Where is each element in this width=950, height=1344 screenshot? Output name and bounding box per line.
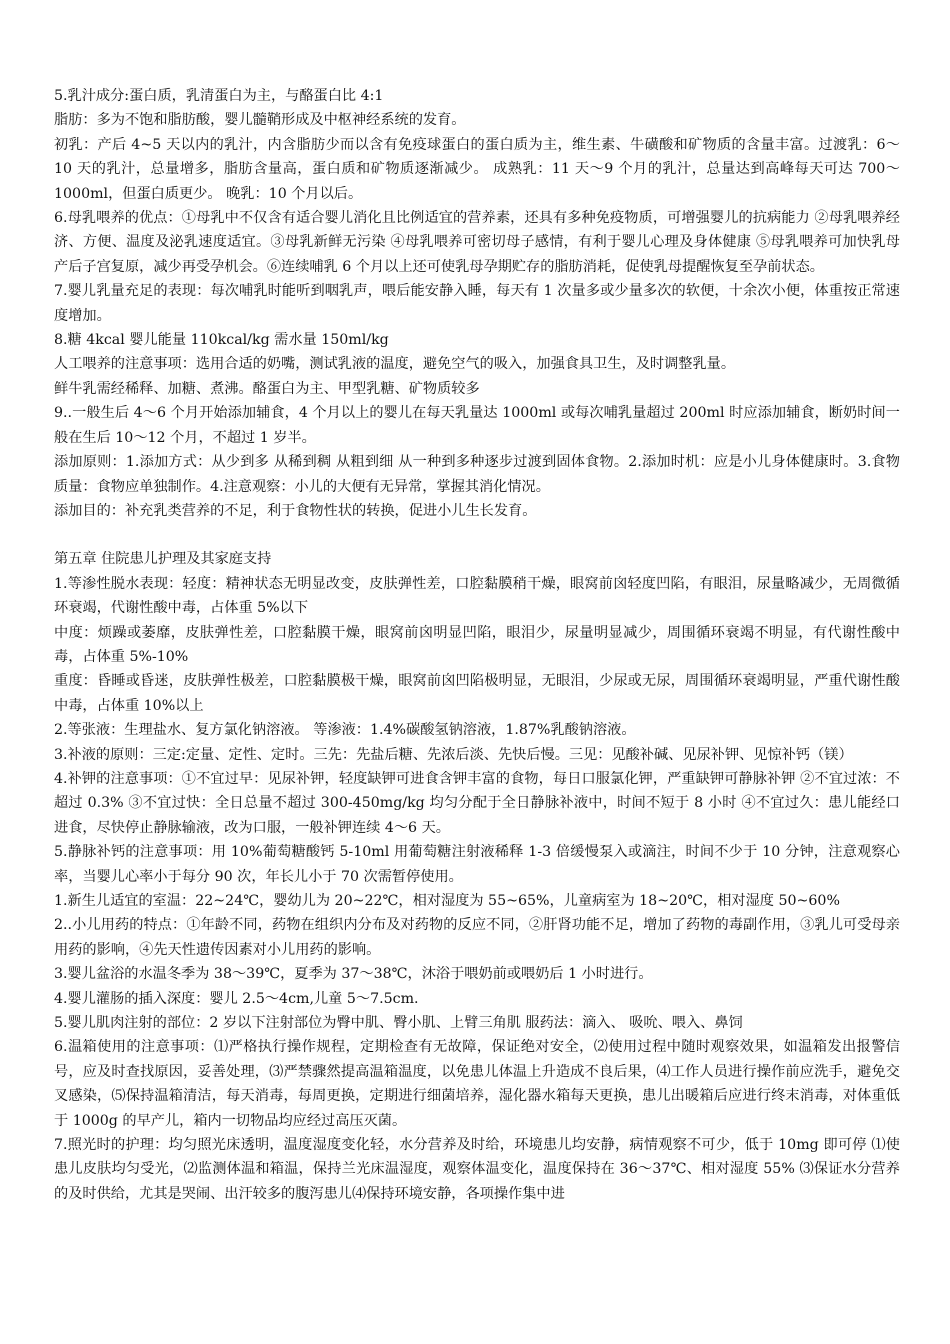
complementary-food-purpose: 添加目的：补充乳类营养的不足，利于食物性状的转换，促进小儿生长发育。 bbox=[54, 502, 537, 519]
bath-water-temperature: 3.婴儿盆浴的水温冬季为 38～39℃，夏季为 37～38℃，沐浴于喂奶前或喂奶后 1 小时进行。 bbox=[54, 966, 653, 983]
enema-insertion-depth: 4.婴儿灌肠的插入深度：婴儿 2.5～4cm,儿童 5～7.5cm. bbox=[54, 990, 419, 1007]
calcium-iv-notes: 5.静脉补钙的注意事项：用 10%葡萄糖酸钙 5-10ml 用葡萄糖注射液稀释 1-3 倍缓慢泵入或滴注，时间不少于 10 分钟，注意观察心率，当婴儿心率小于每分 90 次，年长儿小于 70 次需暂停使用。 bbox=[54, 844, 900, 885]
energy-needs: 8.糖 4kcal 婴儿能量 110kcal/kg 需水量 150ml/kg bbox=[54, 332, 389, 349]
document-page bbox=[54, 84, 900, 1206]
breast-milk-composition: 5.乳汁成分:蛋白质，乳清蛋白为主，与酪蛋白比 4:1 bbox=[54, 88, 384, 104]
section-gap bbox=[54, 523, 900, 547]
isotonic-dehydration-severe: 重度：昏睡或昏迷，皮肤弹性极差，口腔黏膜极干燥，眼窝前囟凹陷极明显，无眼泪，少尿或无尿，周围循环衰竭明显，严重代谢性酸中毒，占体重 10%以上 bbox=[54, 673, 900, 714]
complementary-food-principles: 添加原则：1.添加方式：从少到多 从稀到稠 从粗到细 从一种到多种逐步过渡到固体食物。2.添加时机：应是小儿身体健康时。3.食物质量：食物应单独制作。4.注意观察：小儿的大便有无异常，掌握其消化情况。 bbox=[54, 454, 900, 495]
fat-paragraph: 脂肪：多为不饱和脂肪酸，婴儿髓鞘形成及中枢神经系统的发育。 bbox=[54, 112, 466, 129]
isotonic-dehydration-moderate: 中度：烦躁或萎靡，皮肤弹性差，口腔黏膜干燥，眼窝前囟明显凹陷，眼泪少，尿量明显减少，周围循环衰竭不明显，有代谢性酸中毒，占体重 5%-10% bbox=[54, 624, 900, 665]
isotonic-solutions: 2.等张液：生理盐水、复方氯化钠溶液。 等渗液：1.4%碳酸氢钠溶液，1.87%乳酸钠溶液。 bbox=[54, 722, 636, 739]
room-temperature: 1.新生儿适宜的室温：22~24℃，婴幼儿为 20~22℃，相对湿度为 55~65%，儿童病室为 18~20℃，相对湿度 50~60% bbox=[54, 893, 840, 909]
complementary-food-timing: 9..一般生后 4～6 个月开始添加辅食，4 个月以上的婴儿在每天乳量达 1000ml 或每次哺乳量超过 200ml 时应添加辅食，断奶时间一般在生后 10～12 个月，不超过 1 岁半。 bbox=[54, 405, 900, 446]
intramuscular-injection-sites: 5.婴儿肌肉注射的部位：2 岁以下注射部位为臀中肌、臀小肌、上臂三角肌 服药法：滴入、 吸吮、喂入、鼻饲 bbox=[54, 1015, 743, 1032]
pediatric-medication-features: 2..小儿用药的特点：①年龄不同，药物在组织内分布及对药物的反应不同，②肝肾功能不足，增加了药物的毒副作用，③乳儿可受母亲用药的影响，④先天性遗传因素对小儿用药的影响。 bbox=[54, 917, 900, 958]
potassium-supplement-notes: 4.补钾的注意事项：①不宜过早：见尿补钾，轻度缺钾可进食含钾丰富的食物，每日口服氯化钾，严重缺钾可静脉补钾 ②不宜过浓：不超过 0.3% ③不宜过快：全日总量不超过 300-450mg/kg 均匀分配于全日静脉补液中，时间不短于 8 小时 ④不宜过久：患儿能经口进食，尽快停止静脉输液，改为口服，一般补钾连续 4～6 天。 bbox=[54, 770, 900, 836]
fresh-milk-notes: 鲜牛乳需经稀释、加糖、煮沸。酪蛋白为主、甲型乳糖、矿物质较多 bbox=[54, 380, 480, 397]
colostrum-paragraph: 初乳：产后 4~5 天以内的乳汁，内含脂肪少而以含有免疫球蛋白的蛋白质为主，维生素、牛磺酸和矿物质的含量丰富。过渡乳：6～10 天的乳汁，总量增多，脂肪含量高，蛋白质和矿物质逐渐减少。 成熟乳：11 天～9 个月的乳汁，总量达到高峰每天可达 700～1000ml，但蛋白质更少。 晚乳：10 个月以后。 bbox=[54, 136, 900, 202]
isotonic-dehydration-mild: 1.等渗性脱水表现：轻度：精神状态无明显改变，皮肤弹性差，口腔黏膜稍干燥，眼窝前囟轻度凹陷，有眼泪，尿量略减少，无周微循环衰竭，代谢性酸中毒，占体重 5%以下 bbox=[54, 575, 900, 617]
adequate-milk-signs: 7.婴儿乳量充足的表现：每次哺乳时能听到咽乳声，喂后能安静入睡，每天有 1 次量多或少量多次的软便，十余次小便，体重按正常速度增加。 bbox=[54, 283, 900, 324]
phototherapy-care: 7.照光时的护理：均匀照光床透明，温度湿度变化轻，水分营养及时给，环境患儿均安静，病情观察不可少，低于 10mg 即可停 ⑴使患儿皮肤均匀受光，⑵监测体温和箱温，保持兰光床温湿度，观察体温变化，温度保持在 36～37℃、相对湿度 55% ⑶保证水分营养的及时供给，尤其是哭闹、出汗较多的腹泻患儿⑷保持环境安静，各项操作集中进 bbox=[54, 1137, 900, 1202]
artificial-feeding-notes: 人工喂养的注意事项：选用合适的奶嘴，测试乳液的温度，避免空气的吸入，加强食具卫生，及时调整乳量。 bbox=[54, 356, 736, 373]
incubator-notes: 6.温箱使用的注意事项：⑴严格执行操作规程，定期检查有无故障，保证绝对安全，⑵使用过程中随时观察效果，如温箱发出报警信号，应及时查找原因，妥善处理，⑶严禁骤然提高温箱温度，以免患儿体温上升造成不良后果，⑷工作人员进行操作前应洗手，避免交叉感染，⑸保持温箱清洁，每天消毒，每周更换，定期进行细菌培养，湿化器水箱每天更换，患儿出暖箱后应进行终末消毒，对体重低于 1000g 的早产儿，箱内一切物品均应经过高压灭菌。 bbox=[54, 1039, 900, 1129]
breastfeeding-advantages: 6.母乳喂养的优点：①母乳中不仅含有适合婴儿消化且比例适宜的营养素，还具有多种免疫物质，可增强婴儿的抗病能力 ②母乳喂养经济、方便、温度及泌乳速度适宜。③母乳新鲜无污染 ④母乳喂养可密切母子感情，有利于婴儿心理及身体健康 ⑤母乳喂养可加快乳母产后子宫复原，减少再受孕机会。⑥连续哺乳 6 个月以上还可使乳母孕期贮存的脂肪消耗，促使乳母提醒恢复至孕前状态。 bbox=[54, 210, 900, 275]
fluid-replacement-principles: 3.补液的原则：三定:定量、定性、定时。三先：先盐后糖、先浓后淡、先快后慢。三见：见酸补碱、见尿补钾、见惊补钙（镁） bbox=[54, 746, 853, 763]
chapter-title: 第五章 住院患儿护理及其家庭支持 bbox=[54, 551, 272, 568]
